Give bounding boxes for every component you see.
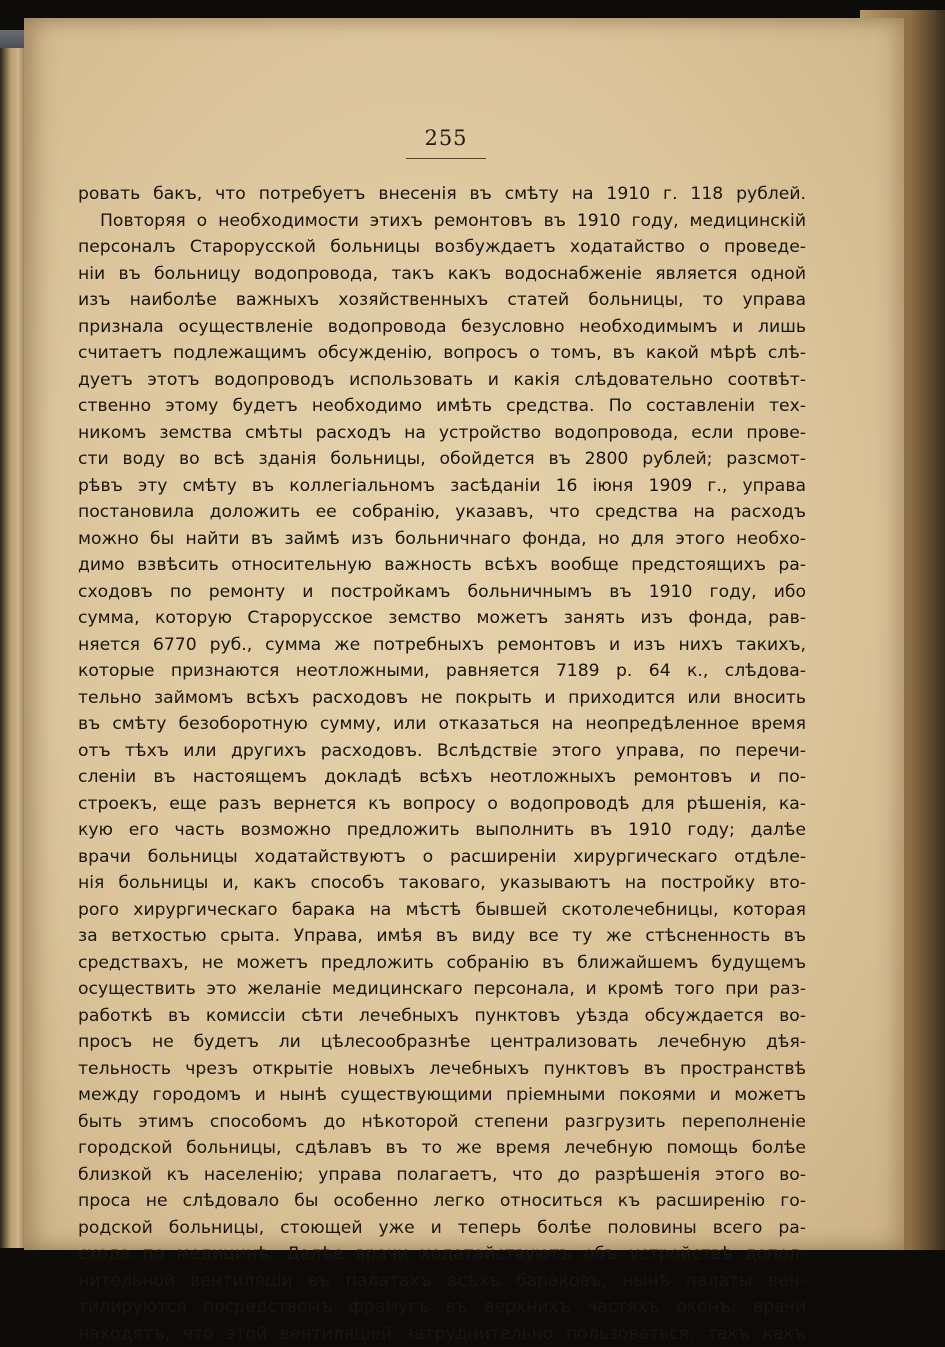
text-line: никомъ земства смѣты расходъ на устройство водопровода, если прове- bbox=[78, 420, 806, 447]
text-line: нительной вентиляціи въ палатахъ всѣхъ бараковъ, нынѣ палаты вен- bbox=[78, 1268, 806, 1295]
text-line: работкѣ въ комиссіи сѣти лечебныхъ пунктовъ уѣзда обсуждается во- bbox=[78, 1003, 806, 1030]
text-line: строекъ, еще разъ вернется къ вопросу о водопроводѣ для рѣшенія, ка- bbox=[78, 791, 806, 818]
text-line: постановила доложить ее собранію, указавъ, что средства на расходъ bbox=[78, 499, 806, 526]
text-line: врачи больницы ходатайствуютъ о расширеніи хирургическаго отдѣле- bbox=[78, 844, 806, 871]
text-line: признала осуществленіе водопровода безусловно необходимымъ и лишь bbox=[78, 314, 806, 341]
book-page bbox=[24, 18, 904, 1250]
text-line: тилируются посредствомъ фрамугъ въ верхнихъ частяхъ оконъ; врачи bbox=[78, 1294, 806, 1321]
page-number-rule bbox=[406, 158, 486, 159]
text-line: между городомъ и нынѣ существующими пріемными покоями и можетъ bbox=[78, 1082, 806, 1109]
text-line: кую его часть возможно предложить выполнить въ 1910 году; далѣе bbox=[78, 817, 806, 844]
text-line: отъ тѣхъ или другихъ расходовъ. Вслѣдствіе этого управа, по перечи- bbox=[78, 738, 806, 765]
text-line: просъ не будетъ ли цѣлесообразнѣе централизовать лечебную дѣя- bbox=[78, 1029, 806, 1056]
text-line: Повторяя о необходимости этихъ ремонтовъ въ 1910 году, медицинскій bbox=[78, 208, 806, 235]
page-number: 255 bbox=[396, 126, 496, 150]
text-line: схода по медицинѣ. Далѣе врачи ходатайствуютъ объ устройствѣ допол- bbox=[78, 1241, 806, 1268]
text-line: проса не слѣдовало бы особенно легко относиться къ расширенію го- bbox=[78, 1188, 806, 1215]
text-line: средствахъ, не можетъ предложить собранію въ ближайшемъ будущемъ bbox=[78, 950, 806, 977]
text-line: сленіи въ настоящемъ докладѣ всѣхъ неотложныхъ ремонтовъ и по- bbox=[78, 764, 806, 791]
text-line: которые признаются неотложными, равняется 7189 р. 64 к., слѣдова- bbox=[78, 658, 806, 685]
text-line: ровать бакъ, что потребуетъ внесенія въ смѣту на 1910 г. 118 рублей. bbox=[78, 181, 806, 208]
text-line: сти воду во всѣ зданія больницы, обойдется въ 2800 рублей; разсмот- bbox=[78, 446, 806, 473]
text-line: осуществить это желаніе медицинскаго персонала, и кромѣ того при раз- bbox=[78, 976, 806, 1003]
text-line: за ветхостью срыта. Управа, имѣя въ виду все ту же стѣсненность въ bbox=[78, 923, 806, 950]
text-line: можно бы найти въ займѣ изъ больничнаго фонда, но для этого необхо- bbox=[78, 526, 806, 553]
body-text bbox=[78, 181, 806, 1347]
text-line: персоналъ Старорусской больницы возбуждаетъ ходатайство о проведе- bbox=[78, 234, 806, 261]
text-line: изъ наиболѣе важныхъ хозяйственныхъ статей больницы, то управа bbox=[78, 287, 806, 314]
text-line: ніи въ больницу водопровода, такъ какъ водоснабженіе является одной bbox=[78, 261, 806, 288]
text-line: сумма, которую Старорусское земство можетъ занять изъ фонда, рав- bbox=[78, 605, 806, 632]
text-line: рѣвъ эту смѣту въ коллегіальномъ засѣданіи 16 іюня 1909 г., управа bbox=[78, 473, 806, 500]
text-line: близкой къ населенію; управа полагаетъ, что до разрѣшенія этого во- bbox=[78, 1162, 806, 1189]
text-line: дуетъ этотъ водопроводъ использовать и какія слѣдовательно соотвѣт- bbox=[78, 367, 806, 394]
text-line: считаетъ подлежащимъ обсужденію, вопросъ о томъ, въ какой мѣрѣ слѣ- bbox=[78, 340, 806, 367]
text-line: находятъ, что этой вентиляціей затруднительно пользоваться, такъ какъ bbox=[78, 1321, 806, 1347]
text-line: ственно этому будетъ необходимо имѣть средства. По составленіи тех- bbox=[78, 393, 806, 420]
left-page-edge bbox=[0, 48, 27, 1248]
text-line: рого хирургическаго барака на мѣстѣ бывшей скотолечебницы, которая bbox=[78, 897, 806, 924]
text-line: нія больницы и, какъ способъ таковаго, указываютъ на постройку вто- bbox=[78, 870, 806, 897]
text-line: родской больницы, стоющей уже и теперь болѣе половины всего ра- bbox=[78, 1215, 806, 1242]
text-line: городской больницы, сдѣлавъ въ то же время лечебную помощь болѣе bbox=[78, 1135, 806, 1162]
text-line: быть этимъ способомъ до нѣкоторой степени разгрузить переполненіе bbox=[78, 1109, 806, 1136]
text-line: въ смѣту безоборотную сумму, или отказаться на неопредѣленное время bbox=[78, 711, 806, 738]
text-line: сходовъ по ремонту и постройкамъ больничнымъ въ 1910 году, ибо bbox=[78, 579, 806, 606]
text-line: димо взвѣсить относительную важность всѣхъ вообще предстоящихъ ра- bbox=[78, 552, 806, 579]
text-line: тельно займомъ всѣхъ расходовъ не покрыть и приходится или вносить bbox=[78, 685, 806, 712]
text-line: тельность чрезъ открытіе новыхъ лечебныхъ пунктовъ въ пространствѣ bbox=[78, 1056, 806, 1083]
text-line: няется 6770 руб., сумма же потребныхъ ремонтовъ и изъ нихъ такихъ, bbox=[78, 632, 806, 659]
